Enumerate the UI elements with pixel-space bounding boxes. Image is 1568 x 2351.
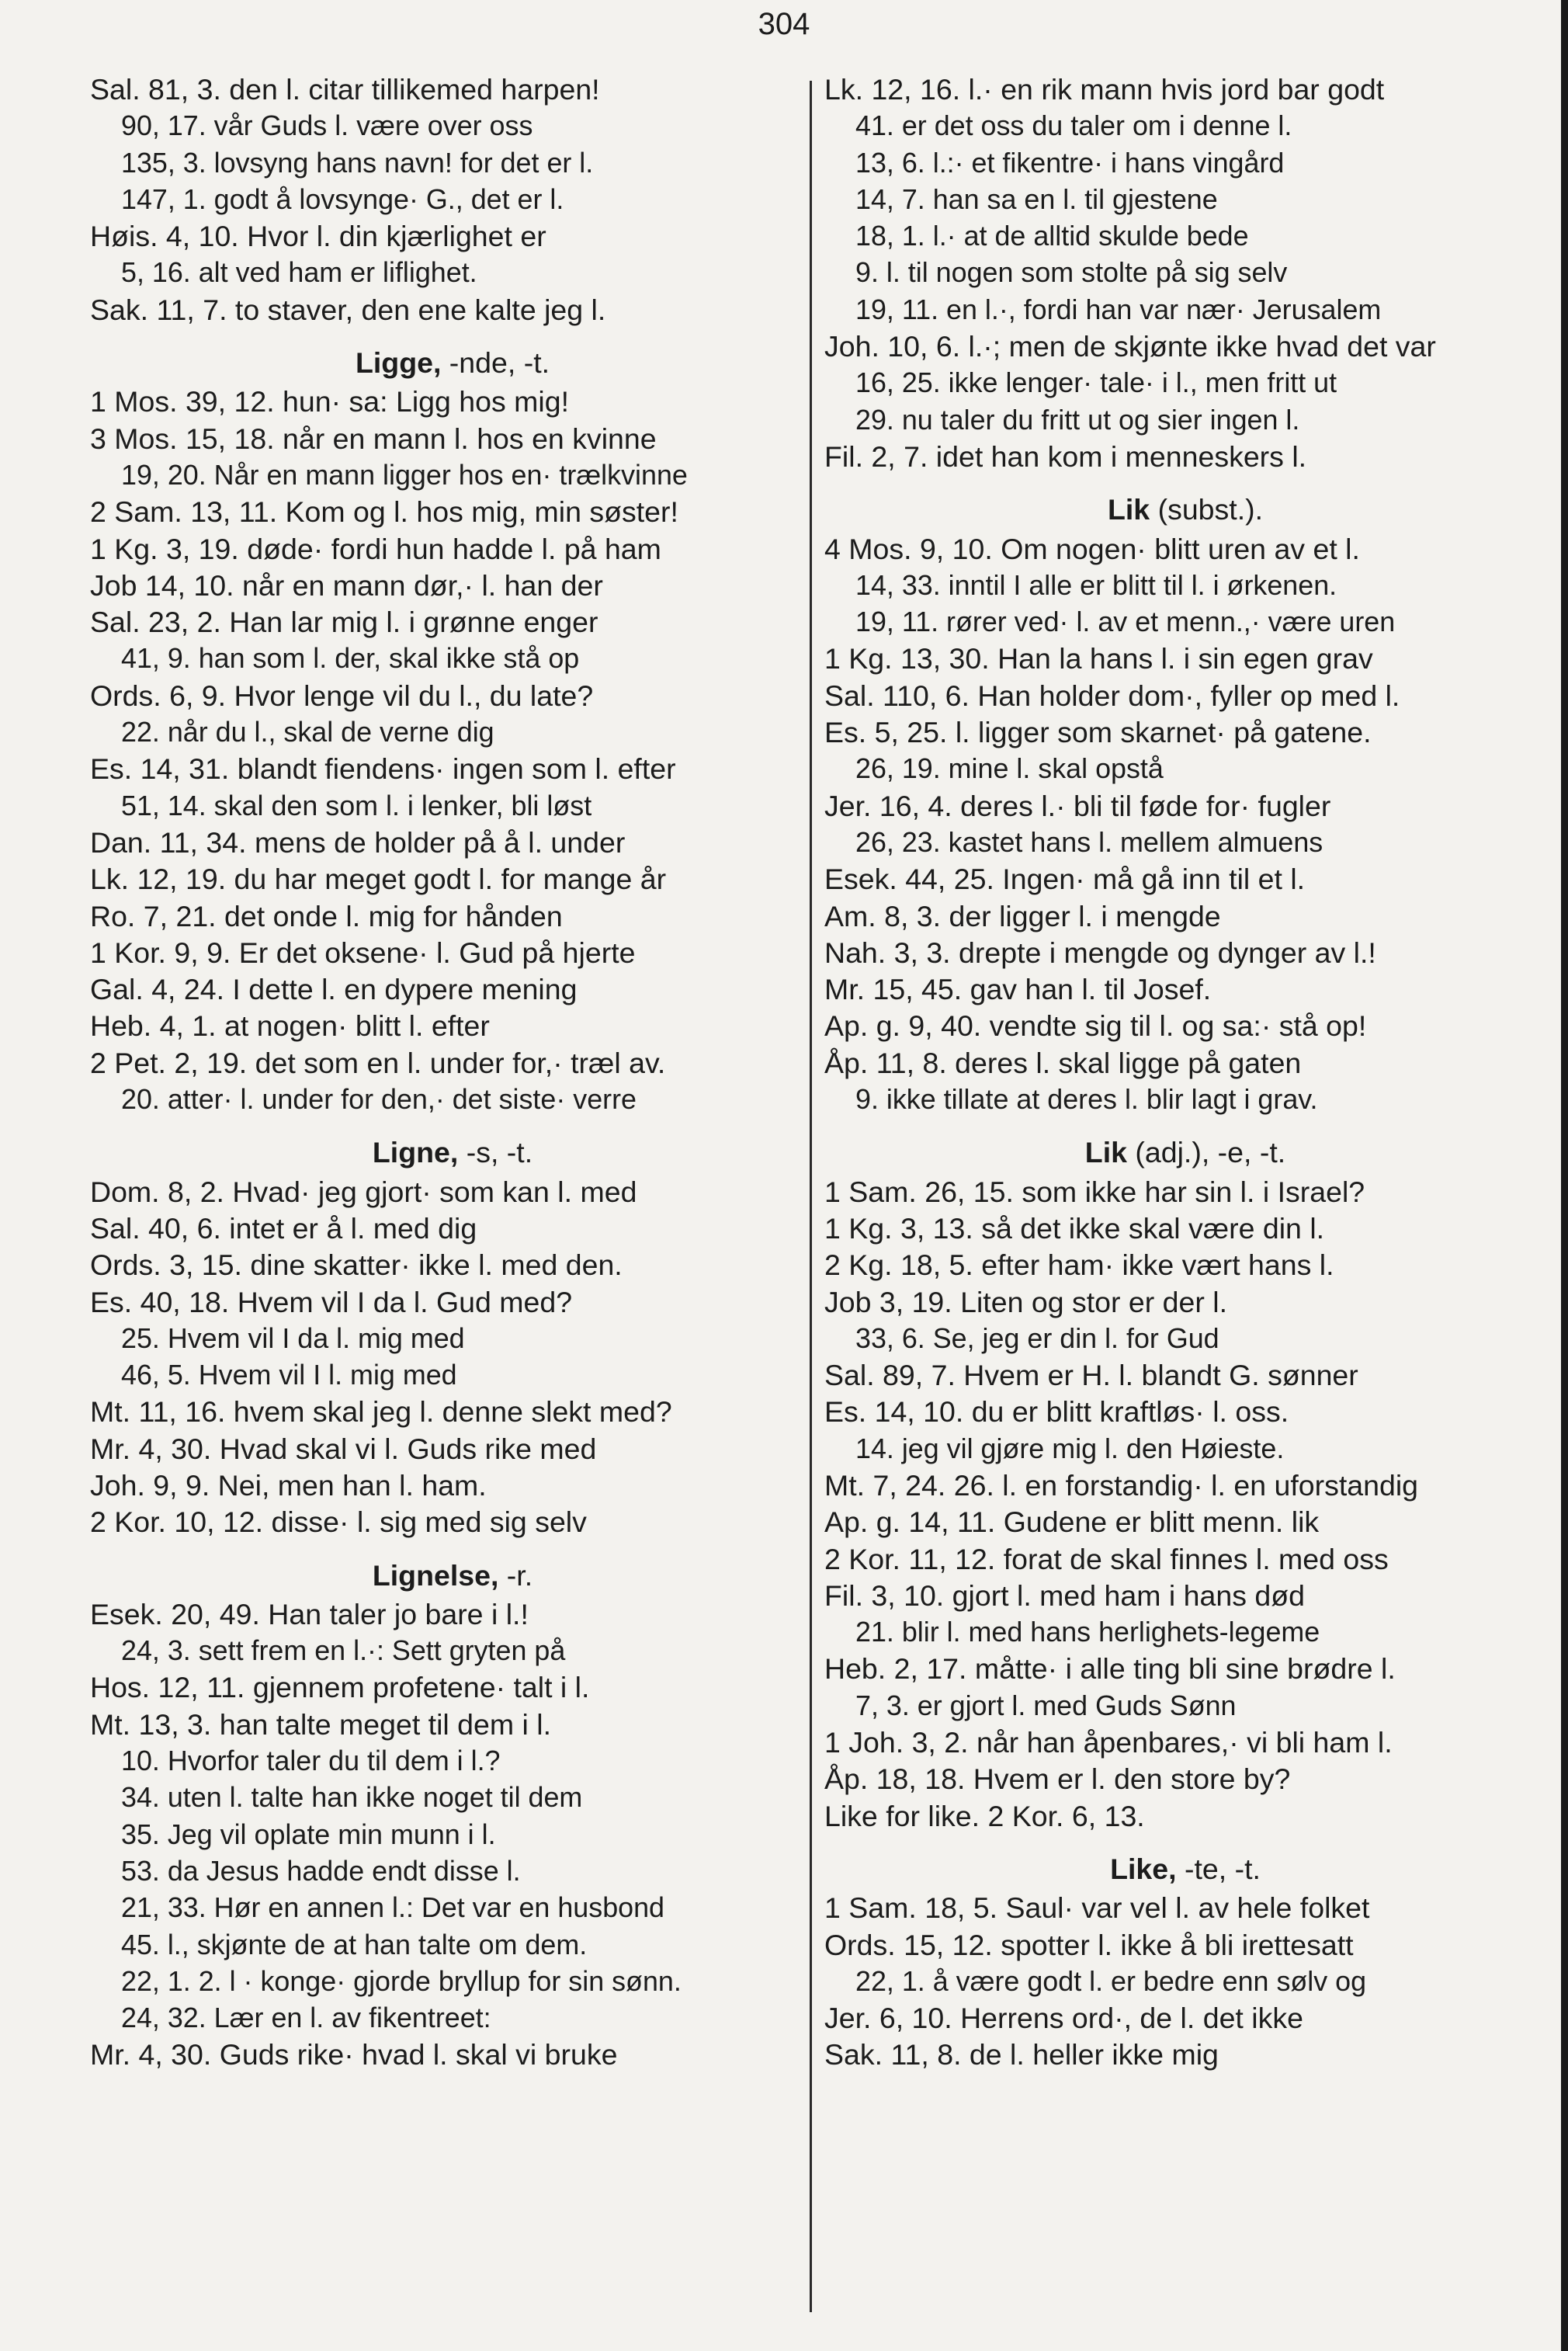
reference-line: Åp. 18, 18. Hvem er l. den store by?: [824, 1762, 1291, 1796]
reference-line: 9. l. til nogen som stolte på sig selv: [855, 257, 1288, 289]
reference-line: 147, 1. godt å lovsynge· G., det er l.: [121, 183, 564, 215]
reference-line: 20. atter· l. under for den,· det siste· verre: [121, 1084, 637, 1116]
reference-line: 19, 11. en l.·, fordi han var nær· Jerusalem: [855, 293, 1382, 325]
reference-line: Lk. 12, 16. l.· en rik mann hvis jord bar godt: [824, 73, 1385, 106]
reference-line: Sal. 23, 2. Han lar mig l. i grønne enger: [90, 606, 598, 639]
section-gap: [824, 1835, 1546, 1849]
reference-line: 18, 1. l.· at de alltid skulde bede: [855, 221, 1249, 252]
reference-line: Dom. 8, 2. Hvad· jeg gjort· som kan l. med: [90, 1175, 637, 1208]
headword: Lik: [1107, 493, 1150, 526]
reference-line: 26, 23. kastet hans l. mellem almuens: [855, 826, 1323, 858]
section-gap: [90, 1541, 815, 1555]
reference-line: Ords. 3, 15. dine skatter· ikke l. med den.: [90, 1248, 623, 1282]
section-gap: [824, 475, 1546, 489]
reference-line: Nah. 3, 3. drepte i mengde og dynger av l.!: [824, 936, 1376, 969]
section-gap: [90, 328, 815, 342]
reference-line: Sal. 89, 7. Hvem er H. l. blandt G. sønner: [824, 1359, 1358, 1392]
reference-line: Heb. 2, 17. måtte· i alle ting bli sine brødre l.: [824, 1652, 1396, 1686]
reference-line: Ords. 6, 9. Hvor lenge vil du l., du late?: [90, 679, 594, 712]
reference-line: 21, 33. Hør en annen l.: Det var en husbond: [121, 1892, 665, 1924]
reference-line: 35. Jeg vil oplate min munn i l.: [121, 1818, 496, 1850]
reference-line: Mt. 7, 24. 26. l. en forstandig· l. en uforstandig: [824, 1468, 1419, 1502]
left-column: [90, 71, 815, 2074]
reference-line: 1 Sam. 26, 15. som ikke har sin l. i Israel?: [824, 1175, 1365, 1208]
reference-line: 1 Kor. 9, 9. Er det oksene· l. Gud på hjerte: [90, 936, 636, 969]
section-gap: [824, 1118, 1546, 1132]
reference-line: 24, 3. sett frem en l.·: Sett gryten på: [121, 1635, 566, 1667]
headword-forms: (adj.), -e, -t.: [1126, 1136, 1286, 1169]
reference-line: Dan. 11, 34. mens de holder på å l. under: [90, 825, 626, 859]
headword-forms: -nde, -t.: [441, 346, 550, 380]
headword: Ligge,: [355, 346, 442, 380]
reference-line: Mr. 4, 30. Guds rike· hvad l. skal vi bruke: [90, 2038, 618, 2071]
reference-line: 22. når du l., skal de verne dig: [121, 717, 494, 748]
reference-line: 2 Kg. 18, 5. efter ham· ikke vært hans l.: [824, 1248, 1334, 1282]
reference-line: 53. da Jesus hadde endt disse l.: [121, 1855, 521, 1887]
headword-forms: -te, -t.: [1176, 1852, 1261, 1885]
reference-line: 1 Mos. 39, 12. hun· sa: Ligg hos mig!: [90, 385, 570, 418]
reference-line: 9. ikke tillate at deres l. blir lagt i grav.: [855, 1084, 1318, 1116]
reference-line: Ro. 7, 21. det onde l. mig for hånden: [90, 899, 563, 932]
reference-line: 46, 5. Hvem vil I l. mig med: [121, 1360, 457, 1391]
reference-line: 19, 11. rører ved· l. av et menn.,· være uren: [855, 606, 1396, 638]
reference-line: 29. nu taler du fritt ut og sier ingen l.: [855, 404, 1300, 436]
column-divider: [810, 81, 812, 2312]
reference-line: 1 Kg. 3, 13. så det ikke skal være din l.: [824, 1211, 1325, 1245]
reference-line: 1 Kg. 13, 30. Han la hans l. i sin egen grav: [824, 642, 1373, 675]
reference-line: 25. Hvem vil I da l. mig med: [121, 1322, 465, 1354]
reference-line: Like for like. 2 Kor. 6, 13.: [824, 1799, 1145, 1832]
reference-line: Es. 14, 31. blandt fiendens· ingen som l. efter: [90, 752, 676, 786]
headword-forms: -s, -t.: [458, 1136, 533, 1169]
reference-line: Lk. 12, 19. du har meget godt l. for mange år: [90, 863, 667, 896]
reference-line: 2 Kor. 11, 12. forat de skal finnes l. med oss: [824, 1542, 1389, 1575]
reference-line: Ap. g. 9, 40. vendte sig til l. og sa:· stå op!: [824, 1009, 1367, 1043]
reference-line: 2 Kor. 10, 12. disse· l. sig med sig selv: [90, 1505, 587, 1539]
section-gap: [90, 1118, 815, 1132]
reference-line: 24, 32. Lær en l. av fikentreet:: [121, 2002, 491, 2034]
reference-line: Sak. 11, 7. to staver, den ene kalte jeg l.: [90, 293, 606, 326]
reference-line: Jer. 6, 10. Herrens ord·, de l. det ikke: [824, 2002, 1303, 2035]
reference-line: Job 14, 10. når en mann dør,· l. han der: [90, 568, 603, 602]
reference-line: Sal. 110, 6. Han holder dom·, fyller op med l.: [824, 679, 1400, 712]
reference-line: Heb. 4, 1. at nogen· blitt l. efter: [90, 1009, 490, 1043]
reference-line: 45. l., skjønte de at han talte om dem.: [121, 1929, 588, 1960]
reference-line: 41. er det oss du taler om i denne l.: [855, 110, 1292, 142]
reference-line: Fil. 3, 10. gjort l. med ham i hans død: [824, 1578, 1306, 1612]
reference-line: 7, 3. er gjort l. med Guds Sønn: [855, 1689, 1237, 1721]
headword: Lignelse,: [372, 1558, 499, 1592]
reference-line: Mr. 4, 30. Hvad skal vi l. Guds rike med: [90, 1432, 597, 1465]
reference-line: Joh. 10, 6. l.·; men de skjønte ikke hvad det var: [824, 330, 1436, 363]
reference-line: Gal. 4, 24. I dette l. en dypere mening: [90, 973, 578, 1006]
reference-line: 34. uten l. talte han ikke noget til dem: [121, 1782, 583, 1814]
reference-line: Åp. 11, 8. deres l. skal ligge på gaten: [824, 1046, 1302, 1079]
reference-line: 26, 19. mine l. skal opstå: [855, 753, 1164, 785]
entry-heading: [824, 1132, 1546, 1173]
headword: Like,: [1110, 1852, 1177, 1885]
entry-heading: [824, 489, 1546, 530]
entry-heading: [90, 342, 815, 384]
reference-line: 33, 6. Se, jeg er din l. for Gud: [855, 1322, 1219, 1354]
right-column: [824, 71, 1546, 2074]
reference-line: Ords. 15, 12. spotter l. ikke å bli irettesatt: [824, 1928, 1354, 1961]
reference-line: 19, 20. Når en mann ligger hos en· trælkvinne: [121, 459, 688, 491]
reference-line: 14, 7. han sa en l. til gjestene: [855, 183, 1218, 215]
reference-line: Ap. g. 14, 11. Gudene er blitt menn. lik: [824, 1505, 1320, 1539]
reference-line: Høis. 4, 10. Hvor l. din kjærlighet er: [90, 220, 546, 253]
entry-heading: [90, 1132, 815, 1173]
reference-line: Sal. 81, 3. den l. citar tillikemed harpen!: [90, 73, 600, 106]
reference-line: 1 Joh. 3, 2. når han åpenbares,· vi bli ham l.: [824, 1726, 1393, 1759]
reference-line: 2 Sam. 13, 11. Kom og l. hos mig, min søster!: [90, 495, 678, 529]
reference-line: Jer. 16, 4. deres l.· bli til føde for· fugler: [824, 789, 1331, 822]
headword-forms: -r.: [498, 1558, 533, 1592]
reference-line: 14. jeg vil gjøre mig l. den Høieste.: [855, 1432, 1285, 1464]
headword: Lik: [1084, 1136, 1127, 1169]
reference-line: 13, 6. l.:· et fikentre· i hans vingård: [855, 147, 1285, 179]
entry-heading: [824, 1849, 1546, 1890]
headword: Ligne,: [372, 1136, 459, 1169]
reference-line: 1 Sam. 18, 5. Saul· var vel l. av hele folket: [824, 1891, 1370, 1925]
reference-line: Sak. 11, 8. de l. heller ikke mig: [824, 2038, 1219, 2071]
reference-line: Am. 8, 3. der ligger l. i mengde: [824, 899, 1221, 932]
reference-line: 16, 25. ikke lenger· tale· i l., men fritt ut: [855, 367, 1337, 399]
reference-line: 14, 33. inntil I alle er blitt til l. i ørkenen.: [855, 569, 1337, 601]
reference-line: Fil. 2, 7. idet han kom i menneskers l.: [824, 439, 1307, 473]
headword-forms: (subst.).: [1150, 493, 1264, 526]
reference-line: Joh. 9, 9. Nei, men han l. ham.: [90, 1468, 487, 1502]
reference-line: 21. blir l. med hans herlighets-legeme: [855, 1617, 1320, 1648]
page-edge: [1561, 0, 1568, 2351]
reference-line: 41, 9. han som l. der, skal ikke stå op: [121, 643, 580, 675]
reference-line: 5, 16. alt ved ham er liflighet.: [121, 257, 477, 289]
reference-line: 90, 17. vår Guds l. være over oss: [121, 110, 533, 142]
reference-line: Mt. 13, 3. han talte meget til dem i l.: [90, 1707, 552, 1741]
reference-line: 10. Hvorfor taler du til dem i l.?: [121, 1745, 501, 1777]
reference-line: 51, 14. skal den som l. i lenker, bli løst: [121, 790, 592, 821]
reference-line: 22, 1. å være godt l. er bedre enn sølv og: [855, 1965, 1367, 1997]
page-number: 304: [758, 7, 810, 41]
reference-line: 1 Kg. 3, 19. døde· fordi hun hadde l. på ham: [90, 532, 661, 565]
reference-line: 4 Mos. 9, 10. Om nogen· blitt uren av et l.: [824, 532, 1360, 565]
reference-line: Es. 14, 10. du er blitt kraftløs· l. oss.: [824, 1395, 1289, 1429]
reference-line: Mt. 11, 16. hvem skal jeg l. denne slekt med?: [90, 1395, 672, 1429]
reference-line: 135, 3. lovsyng hans navn! for det er l.: [121, 147, 594, 179]
reference-line: 2 Pet. 2, 19. det som en l. under for,· træl av.: [90, 1046, 666, 1079]
reference-line: Sal. 40, 6. intet er å l. med dig: [90, 1211, 477, 1245]
reference-line: Mr. 15, 45. gav han l. til Josef.: [824, 973, 1212, 1006]
reference-line: Es. 5, 25. l. ligger som skarnet· på gatene.: [824, 716, 1372, 749]
reference-line: Hos. 12, 11. gjennem profetene· talt i l.: [90, 1671, 590, 1704]
reference-line: 3 Mos. 15, 18. når en mann l. hos en kvinne: [90, 422, 657, 455]
reference-line: 22, 1. 2. l · konge· gjorde bryllup for sin sønn.: [121, 1965, 682, 1997]
reference-line: Es. 40, 18. Hvem vil I da l. Gud med?: [90, 1285, 573, 1318]
reference-line: Esek. 44, 25. Ingen· må gå inn til et l.: [824, 863, 1306, 896]
entry-heading: [90, 1555, 815, 1596]
reference-line: Job 3, 19. Liten og stor er der l.: [824, 1285, 1228, 1318]
reference-line: Esek. 20, 49. Han taler jo bare i l.!: [90, 1597, 529, 1630]
